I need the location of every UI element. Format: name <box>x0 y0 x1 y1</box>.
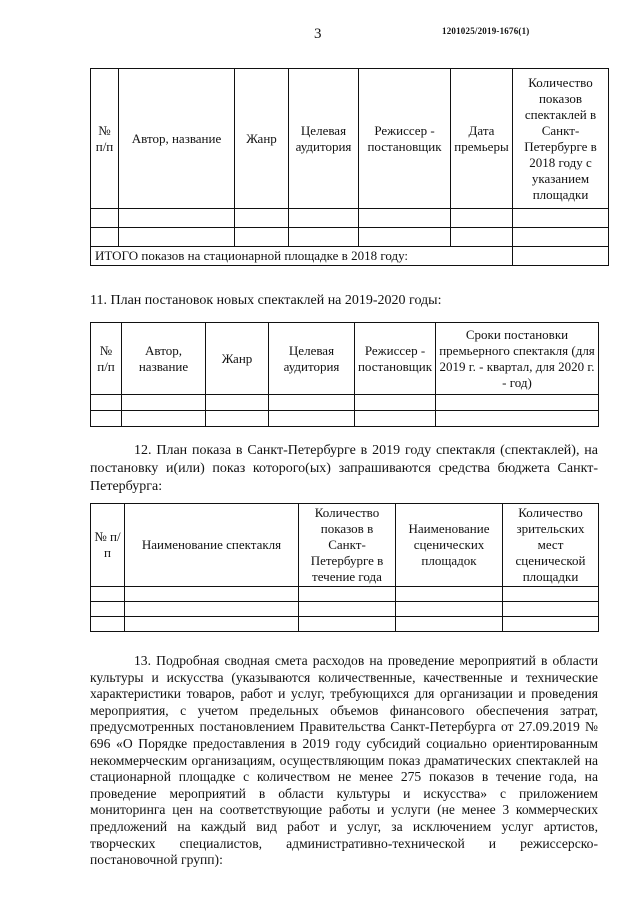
table-row <box>91 617 599 632</box>
col-seats-count: Количество зрительских мест сценической площадки <box>503 504 599 587</box>
col-number: № п/п <box>91 504 125 587</box>
col-author-title: Автор, название <box>122 323 206 395</box>
col-genre: Жанр <box>235 69 289 209</box>
col-premiere-date: Дата премьеры <box>451 69 513 209</box>
col-shows-count: Количество показов спектаклей в Санкт-Петербурге в 2018 году с указанием площадки <box>513 69 609 209</box>
col-number: № п/п <box>91 69 119 209</box>
col-target-audience: Целевая аудитория <box>289 69 359 209</box>
page-number: 3 <box>314 26 322 42</box>
col-number: № п/п <box>91 323 122 395</box>
table-header-row <box>91 504 599 587</box>
col-target-audience: Целевая аудитория <box>269 323 355 395</box>
col-shows-count: Количество показов в Санкт-Петербурге в течение года <box>299 504 396 587</box>
col-genre: Жанр <box>206 323 269 395</box>
document-id: 1201025/2019-1676(1) <box>442 26 530 36</box>
table-header-row <box>91 323 599 395</box>
table-row <box>91 602 599 617</box>
section-12-heading <box>90 442 598 496</box>
col-director: Режиссер - постановщик <box>355 323 436 395</box>
total-row <box>91 247 609 266</box>
section-12-text: 12. План показа в Санкт-Петербурге в 2019 году спектакля (спектаклей), на постановку и(или) показ которого(ых) запрашиваются средства бюджета Санкт-Петербурга: <box>90 443 598 494</box>
section-13-text: 13. Подробная сводная смета расходов на проведение мероприятий в области культуры и искусства (указываются количественные, качественные и технические характеристики товаров, работ и услуг, требующихся для организации и проведения мероприятия, с учетом предельных объемов финансового обеспечения затрат, предусмотренных постановлением Правительства Санкт-Петербурга от 27.09.2019 № 696 «О Порядке предоставления в 2019 году субсидий социально ориентированным некоммерческим организациям, осуществляющим показ драматических спектаклей на стационарной площадке с количеством не менее 275 показов в течение года, на проведение мероприятий в области культуры и искусства» с приложением мониторинга цен на соответствующие работы и услуги (не менее 3 коммерческих предложений на каждый вид работ и услуг, за исключением услуг артистов, творческих специалистов, административно-технической и режиссерско-постановочной групп): <box>90 653 598 868</box>
new-productions-table <box>90 322 599 427</box>
col-stage-names: Наименование сценических площадок <box>396 504 503 587</box>
show-plan-2019-table <box>90 503 599 632</box>
table-row <box>91 587 599 602</box>
total-label: ИТОГО показов на стационарной площадке в 2018 году: <box>91 247 513 266</box>
table-row <box>91 395 599 411</box>
col-author-title: Автор, название <box>119 69 235 209</box>
performances-2018-table <box>90 68 609 266</box>
col-show-name: Наименование спектакля <box>125 504 299 587</box>
col-premiere-schedule: Сроки постановки премьерного спектакля (для 2019 г. - квартал, для 2020 г. - год) <box>436 323 599 395</box>
table-row <box>91 411 599 427</box>
table-row <box>91 209 609 228</box>
col-director: Режиссер - постановщик <box>359 69 451 209</box>
section-11-heading: 11. План постановок новых спектаклей на 2019-2020 годы: <box>90 293 442 308</box>
table-row <box>91 228 609 247</box>
table-header-row <box>91 69 609 209</box>
section-13-paragraph <box>90 653 598 869</box>
